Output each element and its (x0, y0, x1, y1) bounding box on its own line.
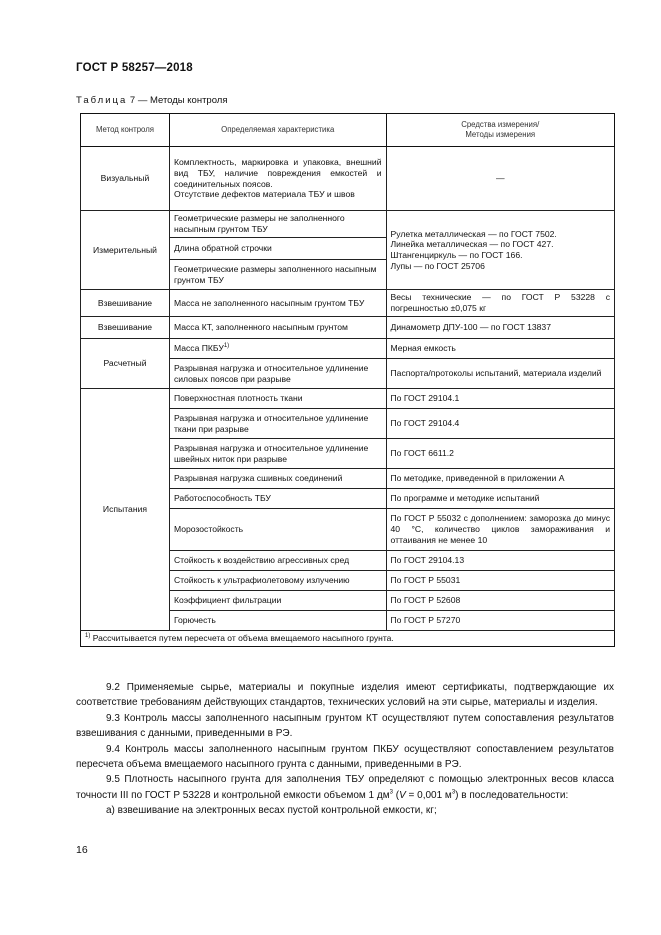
char-measuring-3: Геометрические размеры заполненного насыпным грунтом ТБУ (169, 260, 386, 290)
p95-part-c: = 0,001 м (405, 789, 452, 801)
header-means (386, 114, 615, 147)
char-measuring-1: Геометрические размеры не заполненного насыпным грунтом ТБУ (169, 211, 386, 238)
footnote-text: Рассчитывается путем пересчета от объема вмещаемого насыпного грунта. (92, 633, 394, 643)
char-calc-2: Разрывная нагрузка и относительное удлинение силовых поясов при разрыве (169, 359, 386, 389)
means-weighing-1: Весы технические — по ГОСТ Р 53228 с погрешностью ±0,075 кг (386, 290, 615, 317)
char-measuring-2: Длина обратной строчки (169, 238, 386, 260)
means-measuring-2: Линейка металлическая — по ГОСТ 427. (390, 239, 554, 250)
means-weighing-2: Динамометр ДПУ-100 — по ГОСТ 13837 (386, 317, 615, 339)
table-footnote (81, 631, 615, 647)
paragraph-9-4: 9.4 Контроль массы заполненного насыпным грунтом ПКБУ осуществляют сопоставлением результатов пересчета объема вмещаемого насыпного грунта с данными, приведенными в РЭ. (76, 743, 614, 771)
char-tests: Разрывная нагрузка и относительное удлинение ткани при разрыве (169, 409, 386, 439)
header-means-line1: Средства измерения/ (461, 120, 540, 130)
header-method: Метод контроля (81, 114, 170, 147)
p95-part-a: 9.5 Плотность насыпного грунта для заполнения ТБУ определяют с помощью электронных весов класса точности III по ГОСТ Р 53228 и контрольной емкости объемом 1 дм (76, 774, 614, 801)
p95-sup-2: 3 (451, 789, 456, 796)
table-row (81, 317, 615, 339)
p95-sup-1: 3 (389, 789, 393, 796)
page-number: 16 (76, 844, 88, 856)
means-tests: По ГОСТ 6611.2 (386, 439, 615, 469)
char-tests: Стойкость к ультрафиолетовому излучению (169, 571, 386, 591)
char-calc-1-text: Масса ПКБУ (173, 343, 224, 354)
means-calc-2: Паспорта/протоколы испытаний, материала изделий (386, 359, 615, 389)
table-row (81, 389, 615, 409)
char-weighing-1: Масса не заполненного насыпным грунтом ТБУ (169, 290, 386, 317)
table-row (81, 339, 615, 359)
footnote-mark: 1) (85, 633, 91, 640)
control-methods-table (80, 113, 615, 647)
char-tests: Разрывная нагрузка сшивных соединений (169, 469, 386, 489)
table-row (81, 211, 615, 238)
char-tests: Разрывная нагрузка и относительное удлинение швейных ниток при разрыве (169, 439, 386, 469)
means-tests: По ГОСТ 29104.1 (386, 389, 615, 409)
p95-part-b: ( (392, 789, 400, 801)
means-tests: По ГОСТ 29104.4 (386, 409, 615, 439)
list-item-a: а) взвешивание на электронных весах пустой контрольной емкости, кг; (106, 805, 437, 817)
method-weighing-2: Взвешивание (81, 317, 170, 339)
footnote-ref: 1) (223, 343, 230, 350)
method-weighing-1: Взвешивание (81, 290, 170, 317)
method-measuring: Измерительный (81, 211, 170, 290)
header-means-line2: Методы измерения (465, 130, 536, 139)
p95-variable: V (399, 789, 406, 801)
table-caption (76, 95, 227, 106)
means-tests: По методике, приведенной в приложении А (386, 469, 615, 489)
char-calc-1 (169, 339, 386, 359)
means-tests: По ГОСТ Р 55032 с дополнением: заморозка до минус 40 °С, количество циклов замораживания и оттаивания не менее 10 (386, 509, 615, 551)
table-row (81, 290, 615, 317)
char-tests: Коэффициент фильтрации (169, 591, 386, 611)
means-measuring-4: Лупы — по ГОСТ 25706 (390, 260, 485, 271)
method-visual: Визуальный (81, 147, 170, 211)
char-tests: Поверхностная плотность ткани (169, 389, 386, 409)
char-tests: Работоспособность ТБУ (169, 489, 386, 509)
char-visual-line2: Отсутствие дефектов материала ТБУ и швов (173, 189, 355, 200)
paragraph-9-2: 9.2 Применяемые сырье, материалы и покупные изделия имеют сертификаты, подтверждающие их соответствие требованиям действующих стандартов, технических условий на эти сырье, материалы и изделия. (76, 682, 614, 709)
paragraph-9-3: 9.3 Контроль массы заполненного насыпным грунтом КТ осуществляют путем сопоставления результатов взвешивания с данными, приведенными в РЭ. (76, 712, 614, 740)
table-footnote-row (81, 631, 615, 647)
means-tests: По программе и методике испытаний (386, 489, 615, 509)
means-tests: По ГОСТ Р 55031 (386, 571, 615, 591)
body-text (76, 680, 614, 819)
char-tests: Горючесть (169, 611, 386, 631)
means-visual: — (386, 147, 615, 211)
p95-part-d: ) в последовательности: (455, 789, 569, 801)
document-code: ГОСТ Р 58257—2018 (76, 62, 193, 74)
table-row (81, 147, 615, 211)
means-measuring (386, 211, 615, 290)
char-visual (169, 147, 386, 211)
header-characteristic: Определяемая характеристика (169, 114, 386, 147)
method-tests: Испытания (81, 389, 170, 631)
table-header-row (81, 114, 615, 147)
means-measuring-1: Рулетка металлическая — по ГОСТ 7502. (390, 228, 557, 239)
char-visual-line1: Комплектность, маркировка и упаковка, внешний вид ТБУ, наличие повреждения емкостей и соединительных поясов. (173, 157, 382, 189)
char-weighing-2: Масса КТ, заполненного насыпным грунтом (169, 317, 386, 339)
means-tests: По ГОСТ 29104.13 (386, 551, 615, 571)
char-tests: Стойкость к воздействию агрессивных сред (169, 551, 386, 571)
char-tests: Морозостойкость (169, 509, 386, 551)
means-tests: По ГОСТ Р 57270 (386, 611, 615, 631)
method-calc: Расчетный (81, 339, 170, 389)
table-caption-word: Таблица (76, 95, 128, 106)
means-measuring-3: Штангенциркуль — по ГОСТ 166. (390, 250, 523, 260)
means-calc-1: Мерная емкость (386, 339, 615, 359)
table-caption-title: 7 — Методы контроля (129, 95, 228, 106)
paragraph-9-5 (76, 772, 614, 803)
means-tests: По ГОСТ Р 52608 (386, 591, 615, 611)
